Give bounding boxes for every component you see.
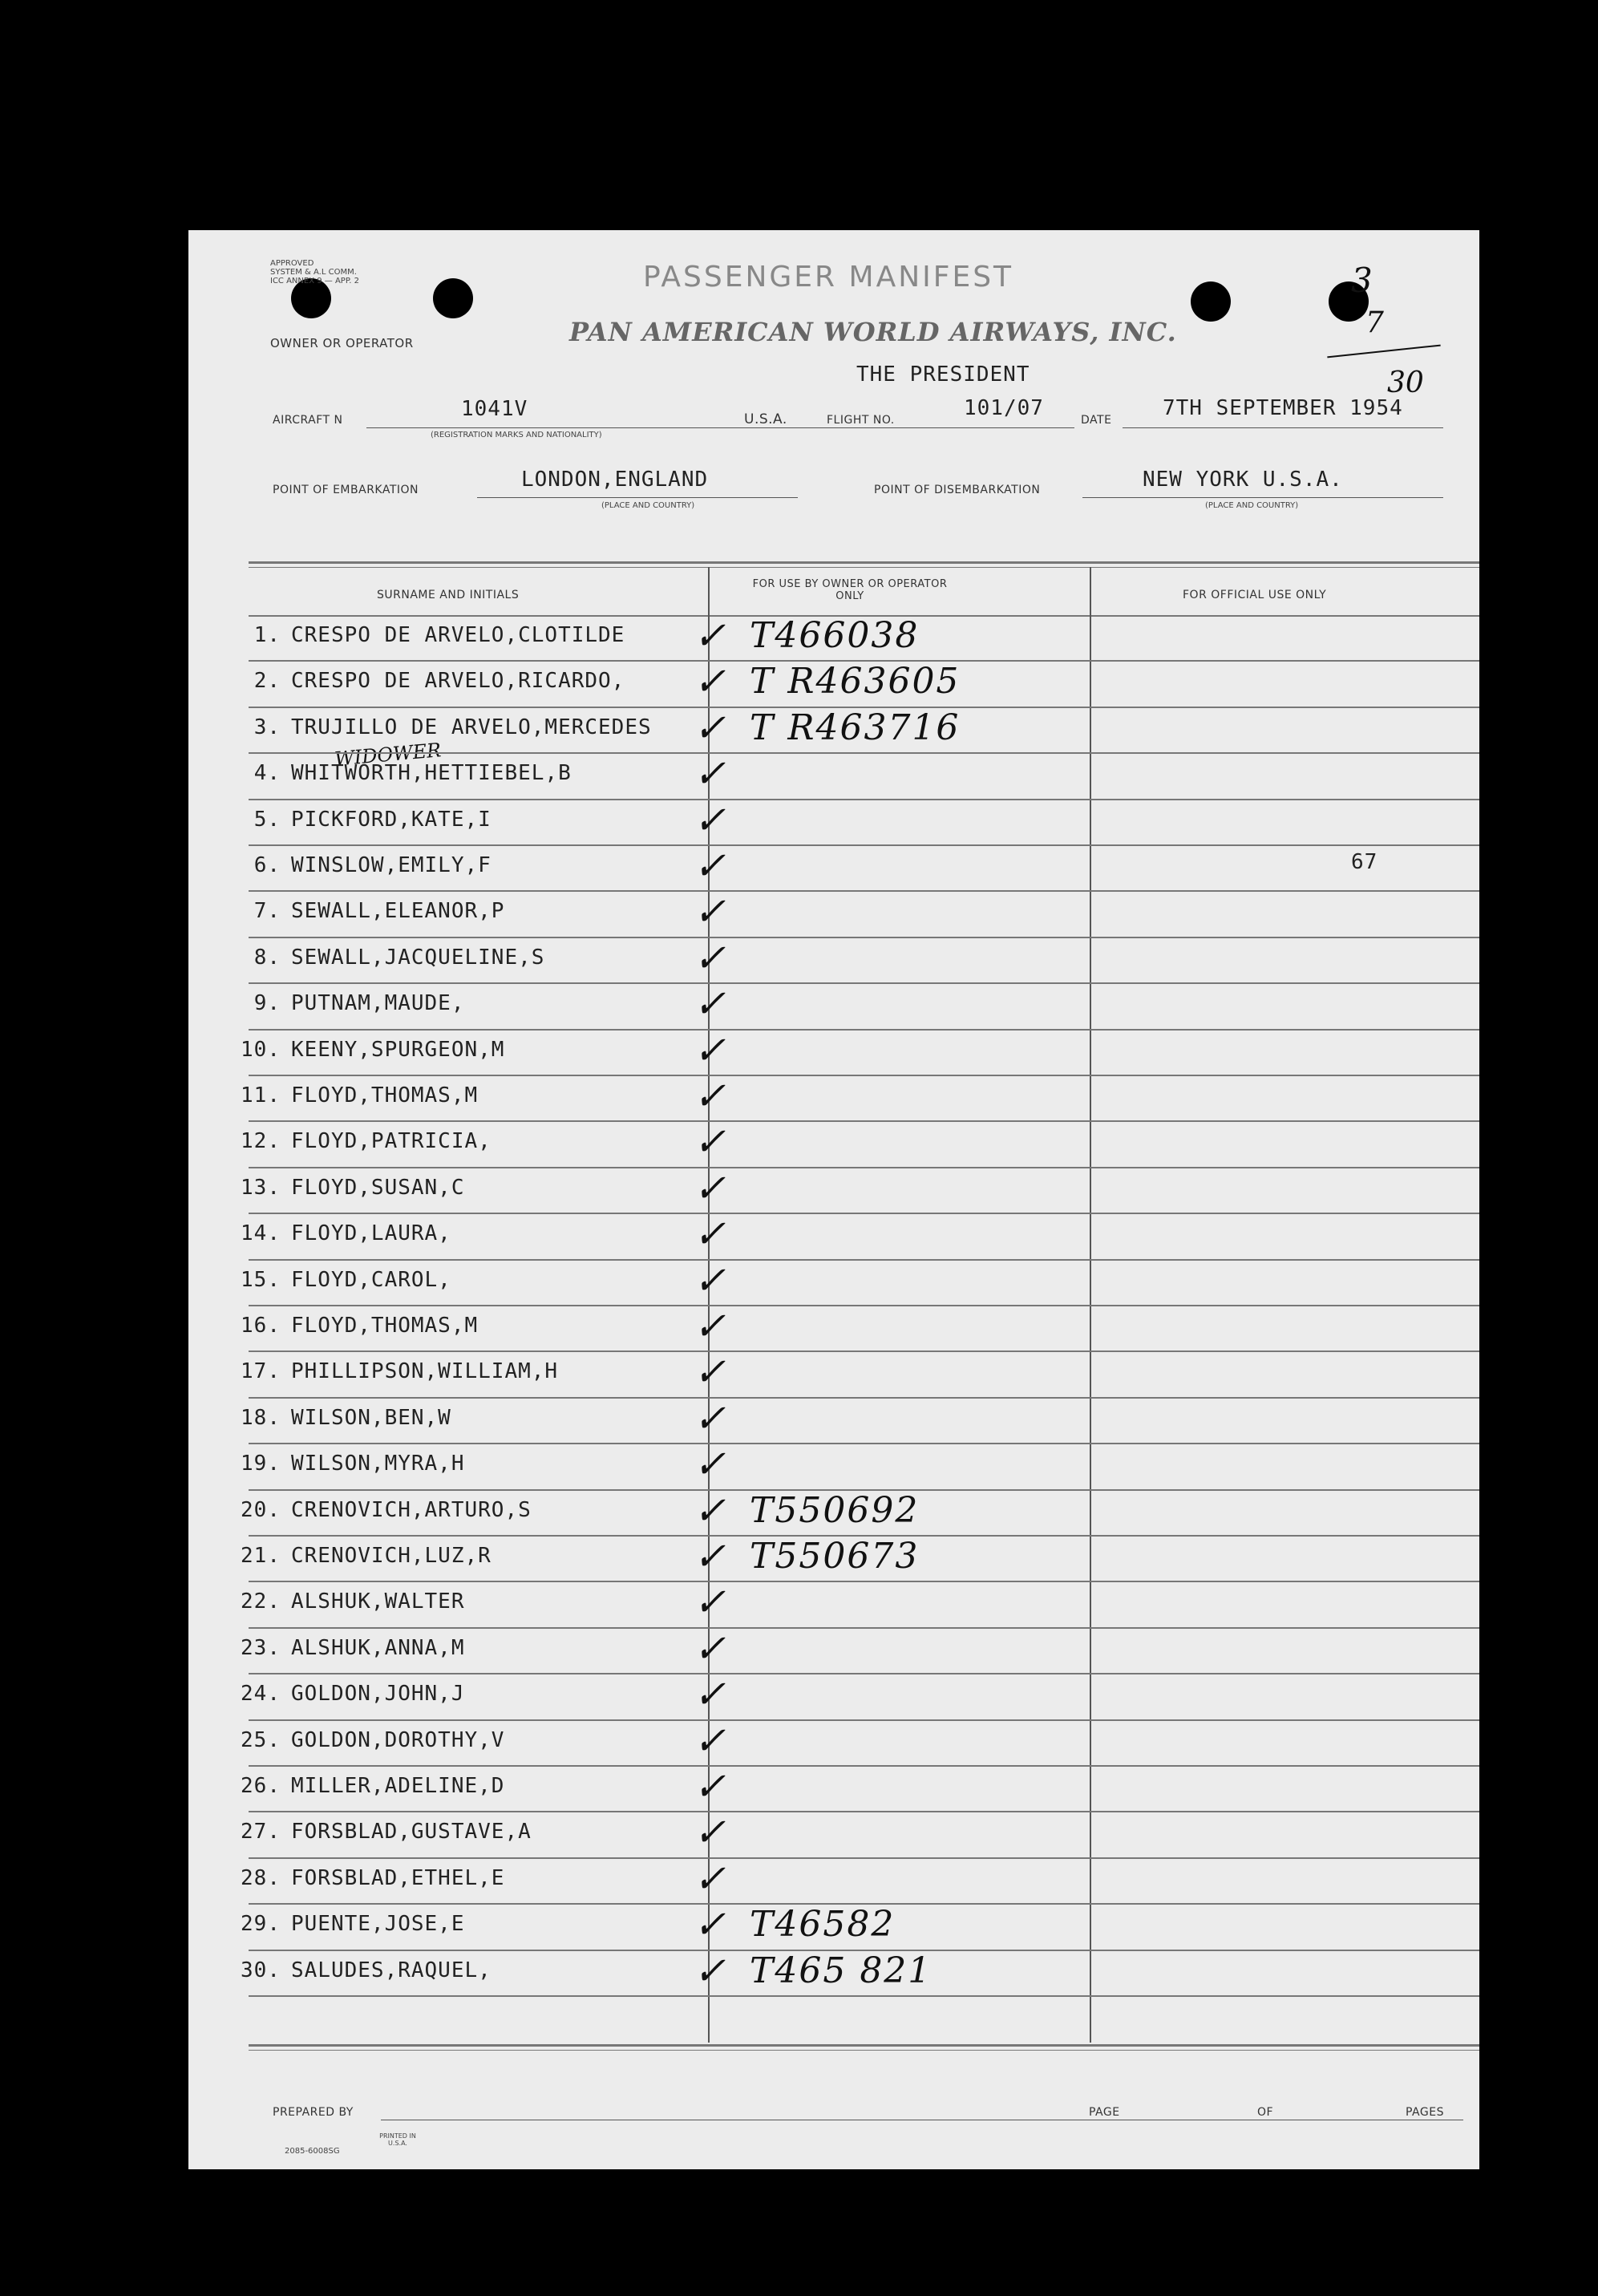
passenger-name: CRESPO DE ARVELO,RICARDO, — [291, 669, 625, 694]
check-mark-icon: ✓ — [694, 1350, 726, 1395]
passenger-row — [188, 1165, 1479, 1214]
embarkation-caption: (PLACE AND COUNTRY) — [601, 501, 695, 510]
passenger-name: FLOYD,THOMAS,M — [291, 1083, 479, 1108]
page-label: PAGE — [1086, 2106, 1123, 2119]
passenger-number: 15. — [241, 1267, 281, 1292]
passenger-name: FLOYD,THOMAS,M — [291, 1314, 479, 1338]
vessel-name: THE PRESIDENT — [856, 362, 1030, 387]
pages-label: PAGES — [1403, 2106, 1446, 2119]
embarkation-label: POINT OF EMBARKATION — [273, 484, 419, 496]
check-mark-icon: ✓ — [694, 1672, 726, 1718]
aircraft-caption: (REGISTRATION MARKS AND NATIONALITY) — [431, 431, 602, 439]
approval-note: APPROVED SYSTEM & A.L COMM. ICC ANNEX 9 — APP. 2 — [270, 259, 360, 285]
passenger-row — [188, 753, 1479, 800]
page-title: PASSENGER MANIFEST — [643, 261, 1014, 294]
check-mark-icon: ✓ — [694, 1534, 726, 1579]
ticket-number: T46582 — [750, 1904, 896, 1946]
passenger-number: 28. — [241, 1865, 281, 1890]
check-mark-icon: ✓ — [694, 751, 726, 797]
aircraft-nationality: U.S.A. — [744, 411, 787, 427]
table-bottom-border — [249, 2044, 1479, 2047]
passenger-row — [188, 1766, 1479, 1812]
passenger-name: PHILLIPSON,WILLIAM,H — [291, 1359, 559, 1384]
passenger-name: WILSON,MYRA,H — [291, 1452, 465, 1476]
passenger-name: FORSBLAD,ETHEL,E — [291, 1865, 505, 1890]
check-mark-icon: ✓ — [694, 1718, 726, 1764]
passenger-name: CRENOVICH,ARTURO,S — [291, 1497, 532, 1522]
passenger-row — [188, 1213, 1479, 1260]
passenger-row — [188, 937, 1479, 984]
passenger-row — [188, 1395, 1479, 1444]
passenger-name: FLOYD,CAROL, — [291, 1267, 451, 1292]
passenger-row — [188, 983, 1479, 1030]
passenger-name: SEWALL,JACQUELINE,S — [291, 945, 545, 970]
check-mark-icon: ✓ — [694, 1580, 726, 1626]
passenger-name: FLOYD,SUSAN,C — [291, 1175, 465, 1200]
passenger-row — [188, 1536, 1479, 1582]
check-mark-icon: ✓ — [694, 1165, 726, 1211]
passenger-name: SEWALL,ELEANOR,P — [291, 899, 505, 924]
row-divider — [249, 1995, 1479, 1997]
check-mark-icon: ✓ — [694, 1488, 726, 1533]
check-mark-icon: ✓ — [694, 613, 726, 658]
check-mark-icon: ✓ — [694, 844, 726, 889]
passenger-number: 16. — [241, 1314, 281, 1338]
punch-hole — [433, 278, 473, 318]
check-mark-icon: ✓ — [694, 1856, 726, 1901]
passenger-name: WILSON,BEN,W — [291, 1405, 451, 1430]
passenger-number: 18. — [241, 1405, 281, 1430]
passenger-row — [188, 1812, 1479, 1858]
passenger-name: GOLDON,DOROTHY,V — [291, 1727, 505, 1752]
passenger-number: 6. — [253, 853, 281, 877]
passenger-number: 3. — [253, 715, 281, 739]
passenger-number: 22. — [241, 1589, 281, 1614]
disembarkation-value: NEW YORK U.S.A. — [1143, 468, 1343, 492]
check-mark-icon: ✓ — [694, 1948, 726, 1994]
corner-mark: 3 — [1351, 261, 1373, 300]
passenger-number: 11. — [241, 1083, 281, 1108]
aircraft-number: 1041V — [461, 397, 528, 421]
company-name: PAN AMERICAN WORLD AIRWAYS, INC. — [569, 317, 1177, 347]
passenger-row — [188, 1950, 1479, 1997]
passenger-number: 24. — [241, 1682, 281, 1707]
passenger-row — [188, 1075, 1479, 1122]
passenger-row — [188, 1257, 1479, 1306]
column-header-owner: FOR USE BY OWNER OR OPERATOR ONLY — [752, 578, 948, 602]
column-header-surname: SURNAME AND INITIALS — [377, 589, 520, 601]
check-mark-icon: ✓ — [694, 659, 726, 705]
passenger-row — [188, 1306, 1479, 1352]
passenger-row — [188, 1444, 1479, 1490]
corner-mark: 7 — [1365, 306, 1384, 339]
passenger-number: 26. — [241, 1774, 281, 1798]
passenger-row — [188, 1904, 1479, 1950]
row4-annotation: WIDOWER — [334, 739, 443, 771]
manifest-sheet — [188, 230, 1479, 2169]
passenger-name: FLOYD,PATRICIA, — [291, 1129, 492, 1154]
passenger-row — [188, 1628, 1479, 1674]
passenger-row — [188, 891, 1479, 937]
passenger-number: 14. — [241, 1221, 281, 1246]
passenger-number: 20. — [241, 1497, 281, 1522]
passenger-row — [188, 1858, 1479, 1905]
passenger-number: 27. — [241, 1820, 281, 1844]
check-mark-icon: ✓ — [694, 1902, 726, 1948]
passenger-number: 17. — [241, 1359, 281, 1384]
printed-mark: PRINTED IN U.S.A. — [379, 2132, 416, 2147]
ticket-number: T465 821 — [750, 1950, 933, 1991]
check-mark-icon: ✓ — [694, 982, 726, 1027]
check-mark-icon: ✓ — [694, 1442, 726, 1488]
passenger-number: 4. — [253, 761, 281, 786]
check-mark-icon: ✓ — [694, 1027, 726, 1073]
prepared-by-label: PREPARED BY — [273, 2106, 354, 2119]
ticket-number: T550692 — [750, 1489, 920, 1531]
check-mark-icon: ✓ — [694, 1626, 726, 1671]
passenger-number: 23. — [241, 1635, 281, 1660]
check-mark-icon: ✓ — [694, 1810, 726, 1856]
passenger-name: WHITWORTH,HETTIEBEL,B — [291, 761, 572, 786]
ticket-number: T466038 — [750, 615, 920, 656]
table-top-border — [249, 561, 1479, 564]
embarkation-value: LONDON,ENGLAND — [521, 468, 709, 492]
passenger-name: SALUDES,RAQUEL, — [291, 1958, 492, 1982]
passenger-number: 1. — [253, 623, 281, 647]
check-mark-icon: ✓ — [694, 935, 726, 981]
disembarkation-label: POINT OF DISEMBARKATION — [874, 484, 1041, 496]
passenger-number: 5. — [253, 807, 281, 832]
flight-label: FLIGHT NO. — [827, 414, 895, 427]
passenger-row — [188, 661, 1479, 707]
passenger-number: 9. — [253, 991, 281, 1016]
passenger-row — [188, 1490, 1479, 1537]
passenger-name: CRENOVICH,LUZ,R — [291, 1544, 492, 1568]
corner-mark: 30 — [1387, 366, 1424, 399]
passenger-row — [188, 615, 1479, 662]
check-mark-icon: ✓ — [694, 1074, 726, 1119]
passenger-name: PICKFORD,KATE,I — [291, 807, 492, 832]
form-number: 2085-6008SG — [285, 2147, 340, 2156]
check-mark-icon: ✓ — [694, 1212, 726, 1257]
passenger-name: FLOYD,LAURA, — [291, 1221, 451, 1246]
owner-label: OWNER OR OPERATOR — [270, 336, 414, 350]
passenger-number: 19. — [241, 1452, 281, 1476]
ticket-number: T R463716 — [750, 707, 961, 748]
passenger-row — [188, 707, 1479, 754]
passenger-name: GOLDON,JOHN,J — [291, 1682, 465, 1707]
date-label: DATE — [1081, 414, 1112, 427]
passenger-row — [188, 1351, 1479, 1398]
passenger-number: 8. — [253, 945, 281, 970]
ticket-number: T550673 — [750, 1536, 920, 1577]
passenger-row — [188, 1121, 1479, 1168]
check-mark-icon: ✓ — [694, 705, 726, 751]
passenger-number: 10. — [241, 1037, 281, 1062]
passenger-name: FORSBLAD,GUSTAVE,A — [291, 1820, 532, 1844]
passenger-row — [188, 1720, 1479, 1767]
flight-number: 101/07 — [964, 396, 1044, 420]
of-label: OF — [1255, 2106, 1276, 2119]
corner-mark-line — [1327, 345, 1440, 358]
passenger-number: 29. — [241, 1912, 281, 1937]
passenger-number: 2. — [253, 669, 281, 694]
passenger-name: ALSHUK,WALTER — [291, 1589, 465, 1614]
passenger-name: ALSHUK,ANNA,M — [291, 1635, 465, 1660]
check-mark-icon: ✓ — [694, 1764, 726, 1809]
check-mark-icon: ✓ — [694, 1395, 726, 1441]
check-mark-icon: ✓ — [694, 1257, 726, 1303]
passenger-number: 12. — [241, 1129, 281, 1154]
punch-hole — [1191, 281, 1231, 322]
aircraft-label: AIRCRAFT N — [273, 414, 343, 427]
passenger-number: 30. — [241, 1958, 281, 1982]
passenger-row — [188, 845, 1479, 892]
passenger-number: 25. — [241, 1727, 281, 1752]
check-mark-icon: ✓ — [694, 889, 726, 935]
passenger-row — [188, 1027, 1479, 1076]
passenger-name: MILLER,ADELINE,D — [291, 1774, 505, 1798]
check-mark-icon: ✓ — [694, 1304, 726, 1349]
passenger-row — [188, 1581, 1479, 1628]
column-header-official: FOR OFFICIAL USE ONLY — [1183, 589, 1327, 601]
passenger-name: TRUJILLO DE ARVELO,MERCEDES — [291, 715, 652, 739]
passenger-number: 13. — [241, 1175, 281, 1200]
check-mark-icon: ✓ — [694, 797, 726, 843]
passenger-number: 7. — [253, 899, 281, 924]
check-mark-icon: ✓ — [694, 1120, 726, 1165]
passenger-name: WINSLOW,EMILY,F — [291, 853, 492, 877]
passenger-name: PUENTE,JOSE,E — [291, 1912, 465, 1937]
passenger-name: PUTNAM,MAUDE, — [291, 991, 465, 1016]
passenger-number: 21. — [241, 1544, 281, 1568]
passenger-row — [188, 1674, 1479, 1720]
manifest-date: 7TH SEPTEMBER 1954 — [1163, 396, 1403, 420]
passenger-name: CRESPO DE ARVELO,CLOTILDE — [291, 623, 625, 647]
disembarkation-caption: (PLACE AND COUNTRY) — [1205, 501, 1299, 510]
passenger-row — [188, 797, 1479, 846]
official-note: 67 — [1351, 850, 1378, 874]
ticket-number: T R463605 — [750, 661, 961, 703]
passenger-name: KEENY,SPURGEON,M — [291, 1037, 505, 1062]
